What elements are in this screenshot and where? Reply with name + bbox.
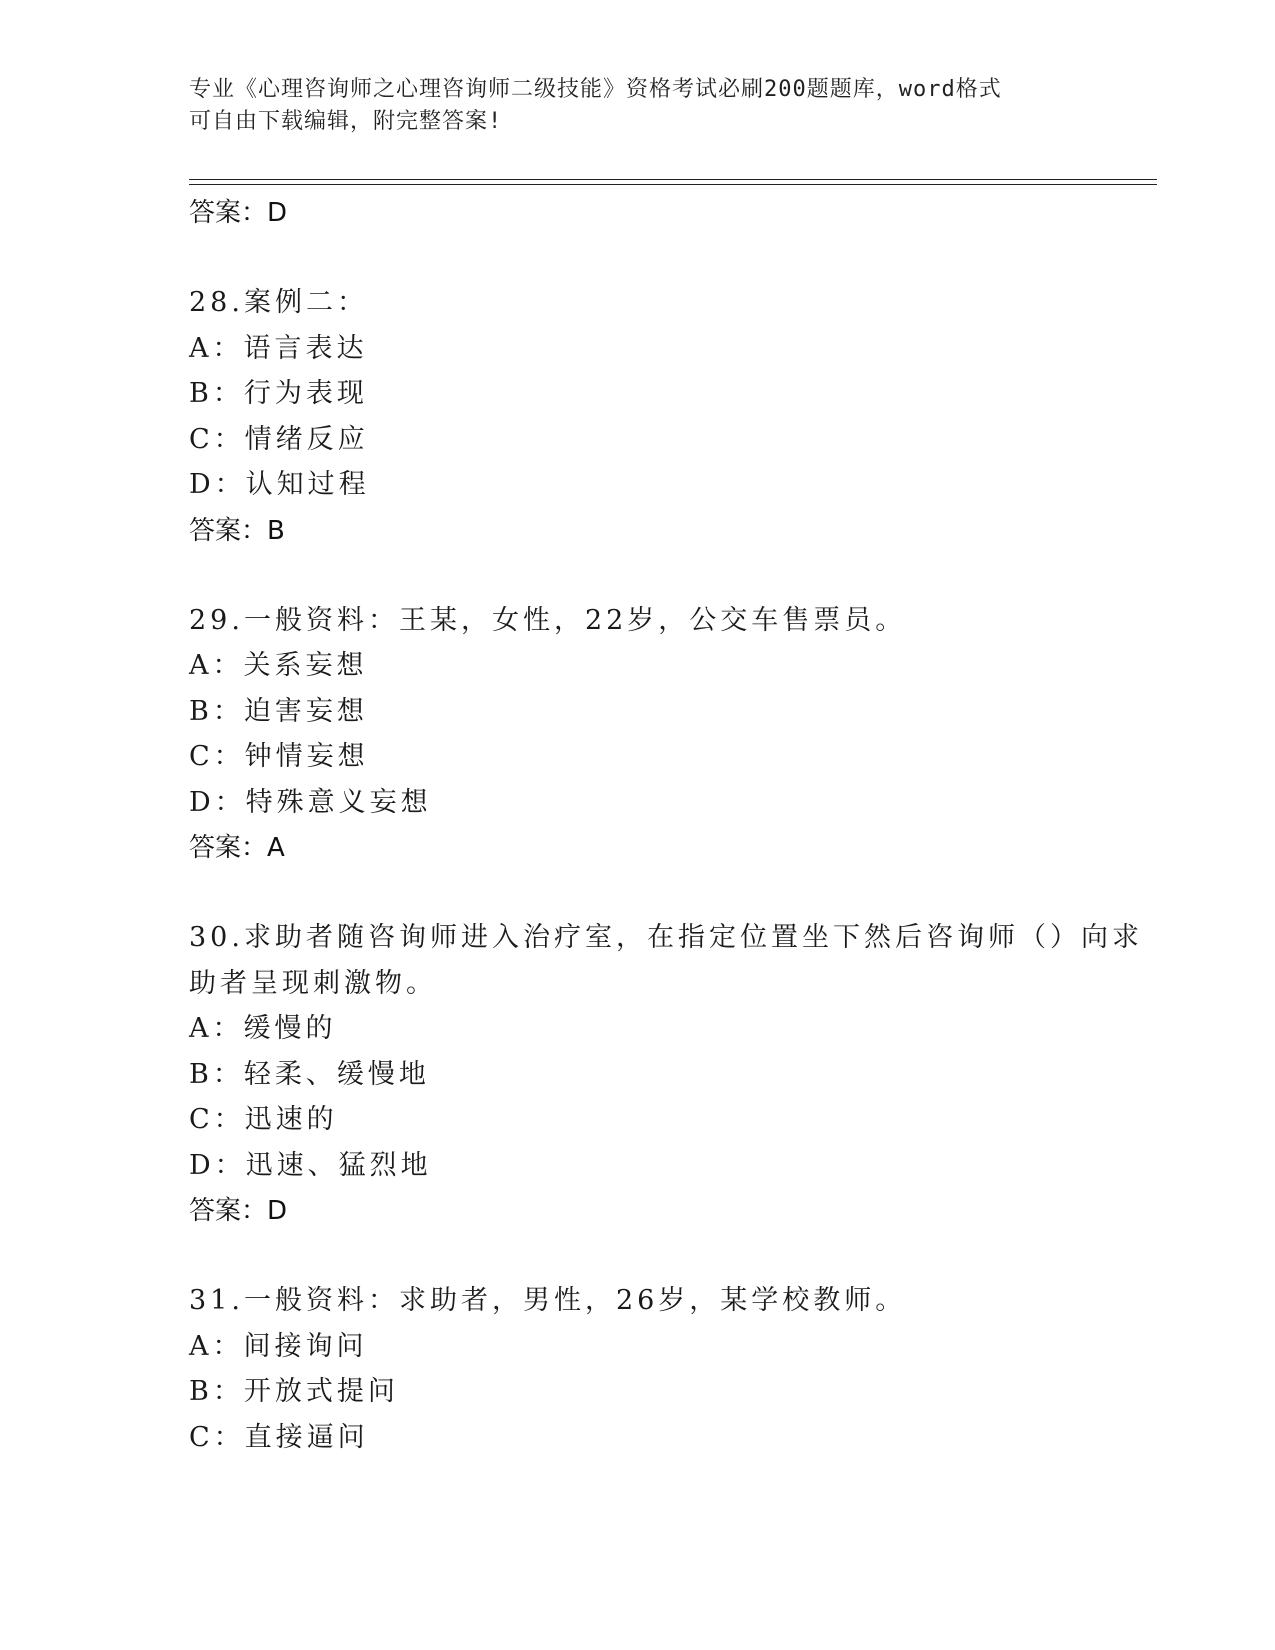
option-b: B：行为表现 [189, 378, 368, 409]
spacer [189, 554, 1089, 598]
header-line-1: 专业《心理咨询师之心理咨询师二级技能》资格考试必刷200题题库，word格式 [189, 77, 1002, 102]
option-d: D：迅速、猛烈地 [189, 1149, 432, 1181]
option-c: C：直接逼问 [189, 1421, 369, 1453]
question-text: 28.案例二： [189, 287, 368, 318]
spacer [189, 871, 1089, 915]
question-text: 31.一般资料：求助者，男性，26岁，某学校教师。 [189, 1285, 907, 1316]
spacer [189, 236, 1089, 280]
header-line-2: 可自由下载编辑，附完整答案! [189, 109, 503, 134]
spacer [189, 1234, 1089, 1278]
option-a: A：关系妄想 [189, 650, 368, 681]
question-text: 29.一般资料：王某，女性，22岁，公交车售票员。 [189, 604, 907, 636]
option-b: B：迫害妄想 [189, 695, 368, 727]
answer-line: 答案：D [189, 198, 288, 228]
question-list [189, 190, 1143, 1460]
option-d: D：认知过程 [189, 469, 370, 500]
answer-line: 答案：B [189, 515, 285, 546]
option-c: C：情绪反应 [189, 423, 369, 455]
option-b: B：开放式提问 [189, 1376, 399, 1407]
option-b: B：轻柔、缓慢地 [189, 1058, 430, 1090]
question-block [189, 1278, 1089, 1460]
question-text-continued: 助者呈现刺激物。 [189, 967, 437, 999]
document-header [189, 74, 1089, 138]
answer-line: 答案：A [189, 833, 285, 863]
header-divider-top [189, 179, 1157, 180]
question-block [189, 598, 1089, 872]
option-a: A：间接询问 [189, 1330, 368, 1362]
question-text: 30.求助者随咨询师进入治疗室，在指定位置坐下然后咨询师（）向求 [189, 922, 1143, 953]
option-c: C：钟情妄想 [189, 741, 369, 772]
header-divider-bottom [189, 184, 1157, 185]
option-a: A：语言表达 [189, 332, 368, 364]
question-block [189, 915, 1143, 1234]
option-d: D：特殊意义妄想 [189, 786, 432, 818]
option-c: C：迅速的 [189, 1104, 338, 1135]
option-a: A：缓慢的 [189, 1013, 337, 1044]
answer-line: 答案：D [189, 1196, 288, 1226]
question-block [189, 280, 1089, 554]
